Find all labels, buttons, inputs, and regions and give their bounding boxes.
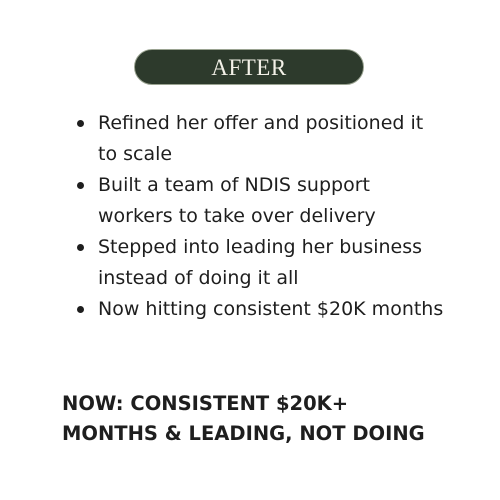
after-badge xyxy=(134,49,364,85)
list-item-text: Now hitting consistent $20K months xyxy=(98,298,444,320)
outcome-line-2: MONTHS & LEADING, NOT DOING xyxy=(62,422,425,445)
list-item-text: Refined her offer and positioned it to scale xyxy=(98,112,424,165)
bullet-icon xyxy=(77,120,84,127)
list-item xyxy=(68,232,448,294)
after-badge-label: AFTER xyxy=(211,55,287,80)
list-item-text: Stepped into leading her business instead of doing it all xyxy=(98,236,423,289)
list-item xyxy=(68,170,448,232)
bullet-icon xyxy=(77,244,84,251)
list-item-text: Built a team of NDIS support workers to take over delivery xyxy=(98,174,376,227)
bullet-icon xyxy=(77,306,84,313)
results-list xyxy=(68,108,448,325)
list-item xyxy=(68,294,448,325)
list-item xyxy=(68,108,448,170)
outcome-line-1: NOW: CONSISTENT $20K+ xyxy=(62,392,349,415)
bullet-icon xyxy=(77,182,84,189)
outcome-statement xyxy=(62,389,482,449)
